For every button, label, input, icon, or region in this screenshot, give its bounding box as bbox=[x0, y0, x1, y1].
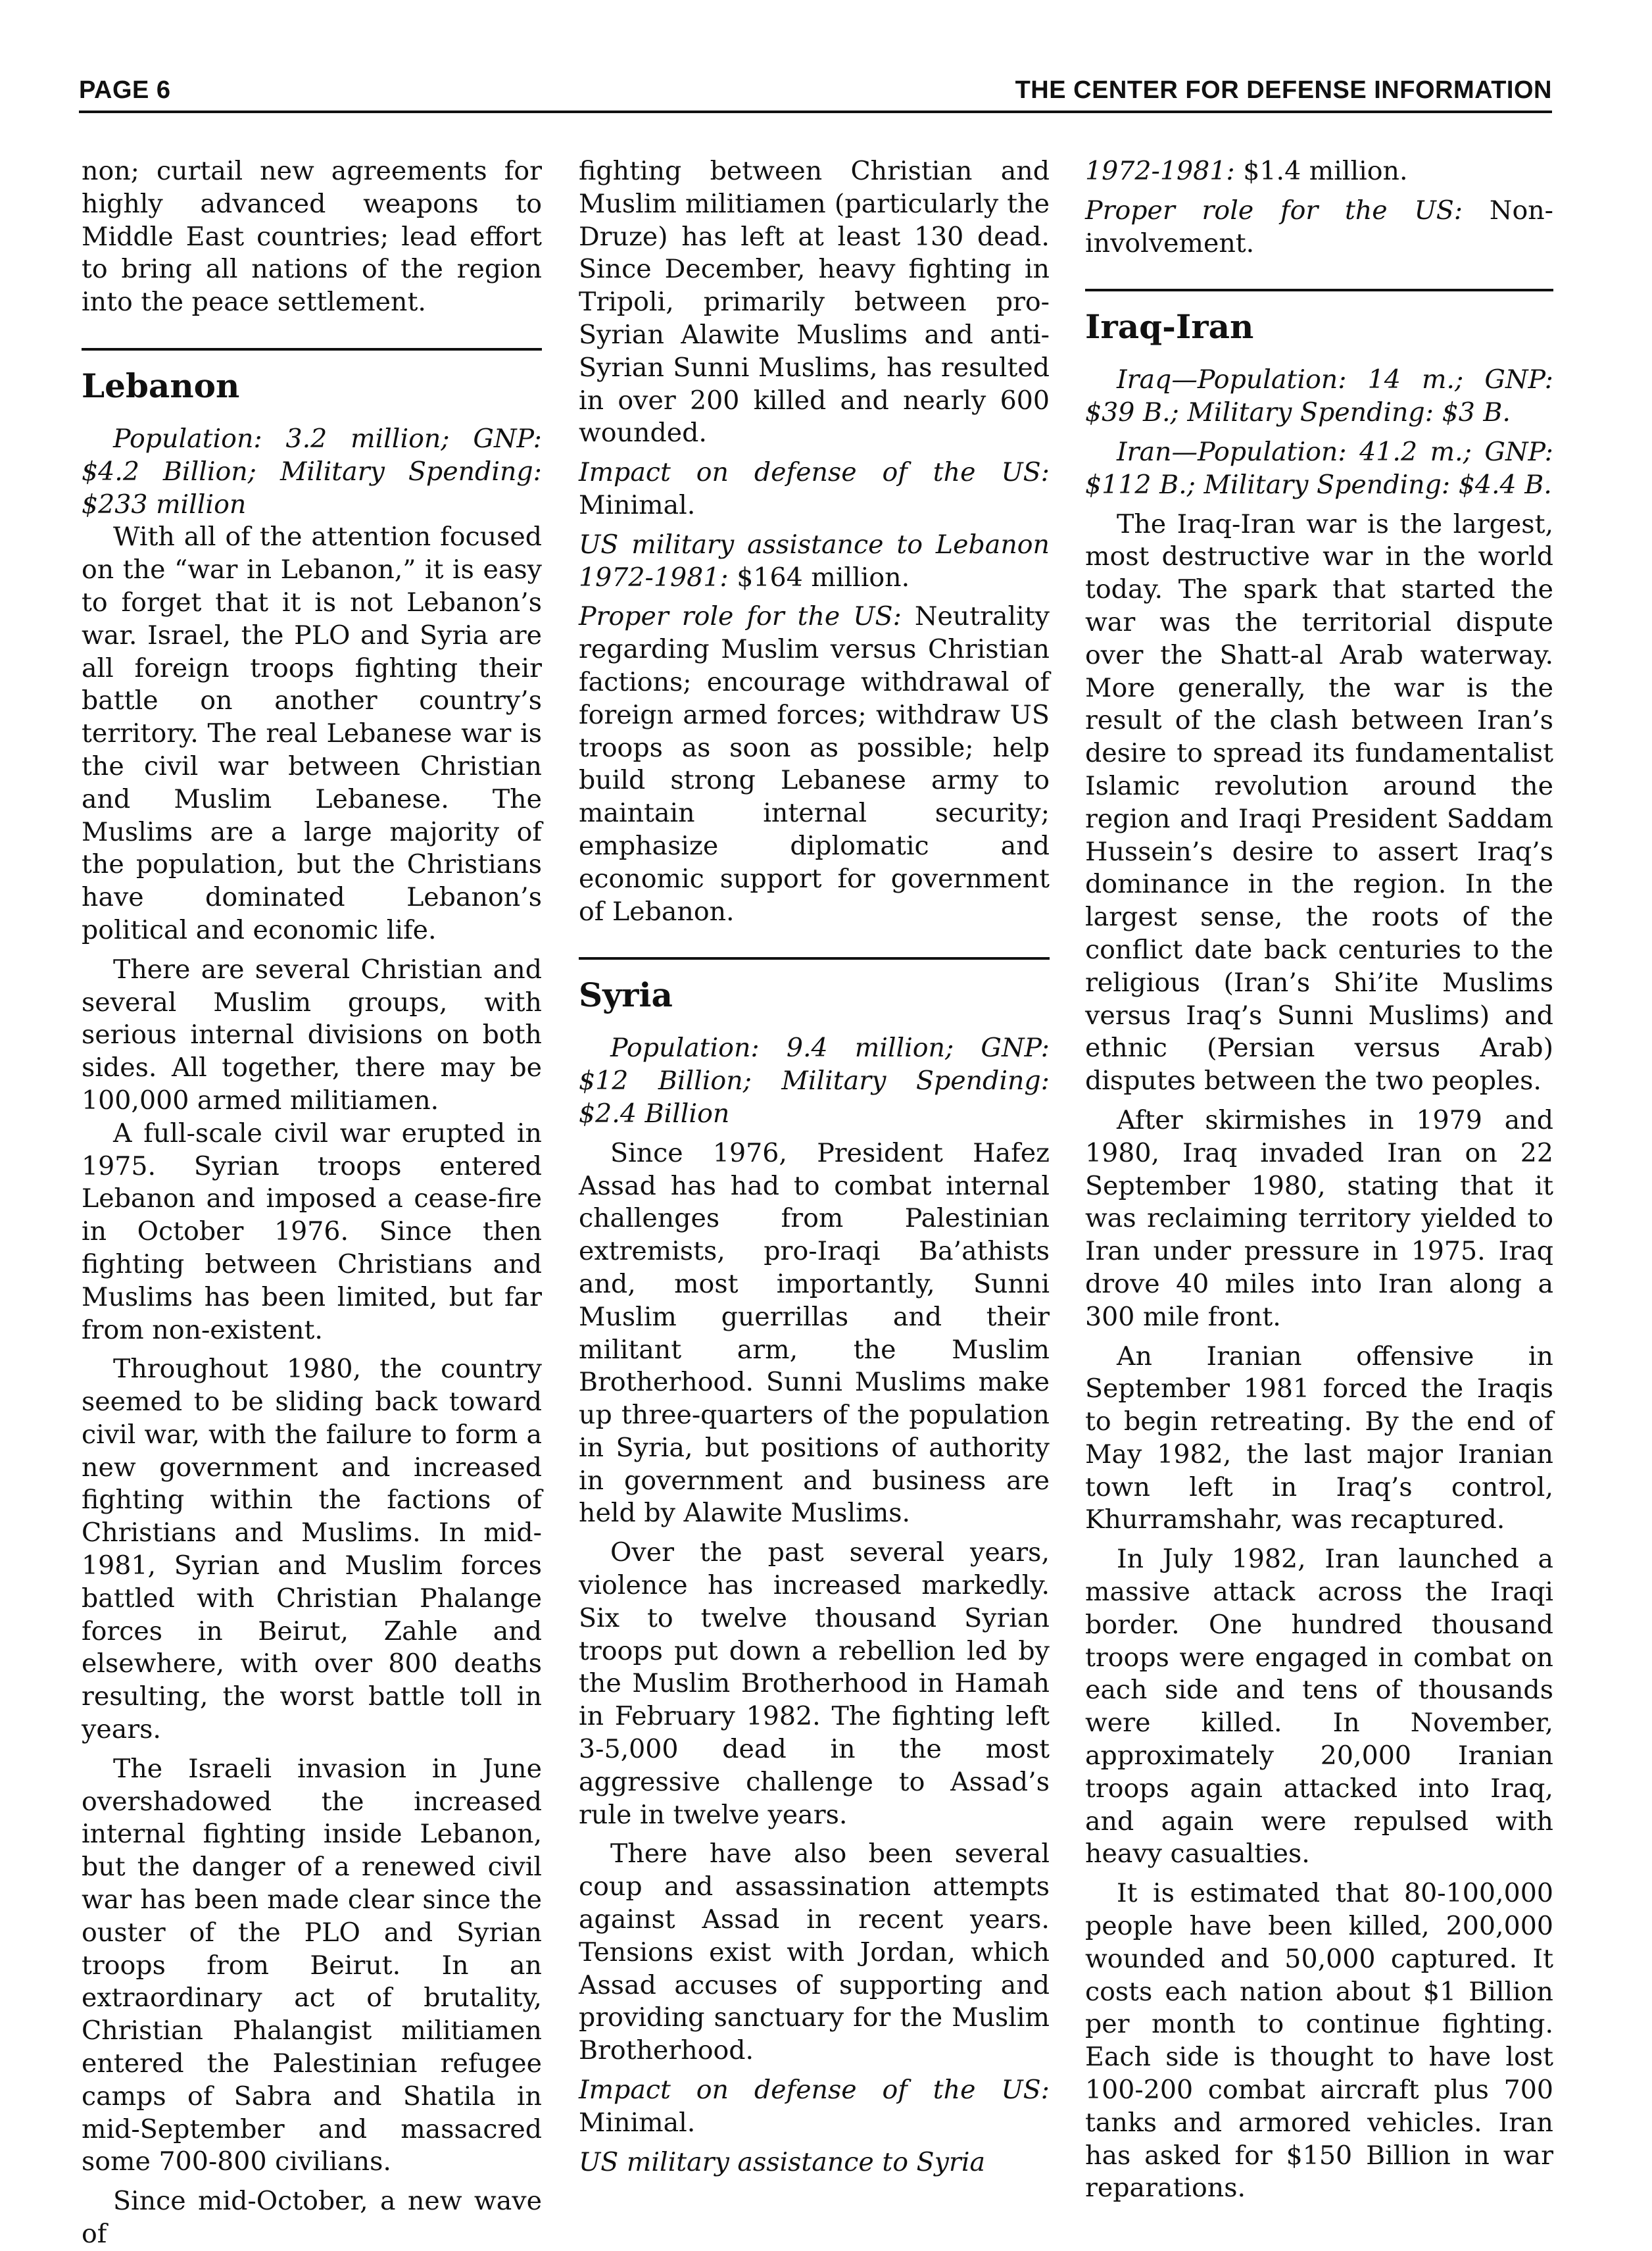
syria-assistance-continued bbox=[1085, 155, 1553, 188]
syria-impact bbox=[579, 2074, 1050, 2140]
assistance-label: US military assistance to Lebanon 1972-1981: bbox=[579, 529, 1050, 593]
iraq-iran-paragraph-5: It is estimated that 80-100,000 people have been killed, 200,000 wounded and 50,000 captured. It costs each nation about $1 Billion per month to continue fighting. Each side is thought to have lost 100-200 combat aircraft plus 700 tanks and armored vehicles. Iran has asked for $150 Billion in war reparations. bbox=[1085, 1878, 1553, 2204]
iran-stats: Iran—Population: 41.2 m.; GNP: $112 B.; Military Spending: $4.4 B. bbox=[1085, 436, 1553, 500]
iraq-iran-paragraph-4: In July 1982, Iran launched a massive attack across the Iraqi border. One hundred thousand troops were engaged in combat on each side and tens of thousands were killed. In November, approximately 20,000 Iranian troops again attacked into Iraq, and again were repulsed with heavy casualties. bbox=[1085, 1544, 1553, 1869]
lebanon-stats: Population: 3.2 million; GNP: $4.2 Billion; Military Spending: $233 million bbox=[82, 423, 542, 520]
role-value: Neutrality regarding Muslim versus Christian factions; encourage withdrawal of foreign armed forces; withdraw US troops as soon as possible; help build strong Lebanese army to maintain internal security; emphasize diplomatic and economic support for government of Lebanon. bbox=[579, 601, 1050, 927]
role-value: Non-involvement. bbox=[1085, 195, 1554, 259]
lebanon-heading: Lebanon bbox=[82, 366, 240, 405]
syria-assistance bbox=[579, 2146, 1050, 2179]
lebanon-continued: fighting between Christian and Muslim militiamen (particularly the Druze) has left at least 130 dead. Since December, heavy fighting in Tripoli, primarily between pro-Syrian Alawite Muslims and anti-Syrian Sunni Muslims, has resulted in over 200 killed and nearly 600 wounded. bbox=[579, 156, 1050, 449]
assistance-label: 1972-1981: bbox=[1085, 156, 1235, 186]
lebanon-paragraph-3: A full-scale civil war erupted in 1975. Syrian troops entered Lebanon and imposed a cease-fire in October 1976. Since then fighting between Christians and Muslims has been limited, but far from non-existent. bbox=[82, 1118, 542, 1345]
assistance-value: $1.4 million. bbox=[1243, 156, 1408, 186]
impact-value: Minimal. bbox=[579, 2107, 696, 2138]
syria-stats: Population: 9.4 million; GNP: $12 Billion; Military Spending: $2.4 Billion bbox=[579, 1033, 1050, 1129]
page-number: PAGE 6 bbox=[79, 76, 171, 104]
iraq-iran-heading: Iraq-Iran bbox=[1085, 307, 1254, 347]
syria-paragraph-3: There have also been several coup and assassination attempts against Assad in recent years. Tensions exist with Jordan, which Assad accuses of supporting and providing sanctuary for the Muslim Brotherhood. bbox=[579, 1839, 1050, 2066]
column-3 bbox=[1085, 155, 1553, 2205]
syria-paragraph-1: Since 1976, President Hafez Assad has had to combat internal challenges from Palestinian extremists, pro-Iraqi Ba’athists and, most importantly, Sunni Muslim guerrillas and their militant arm, the Muslim Brotherhood. Sunni Muslims make up three-quarters of the population in Syria, but positions of authority in government and business are held by Alawite Muslims. bbox=[579, 1137, 1050, 1529]
role-label: Proper role for the US: bbox=[1085, 195, 1463, 226]
lebanon-assistance bbox=[579, 529, 1050, 595]
assistance-value: $164 million. bbox=[737, 562, 910, 593]
lebanon-paragraph-6: Since mid-October, a new wave of bbox=[82, 2186, 542, 2250]
lebanon-role bbox=[579, 601, 1050, 928]
iraq-stats: Iraq—Population: 14 m.; GNP: $39 B.; Military Spending: $3 B. bbox=[1085, 364, 1553, 428]
lebanon-paragraph-4: Throughout 1980, the country seemed to be sliding back toward civil war, with the failure to form a new government and increased fighting within the factions of Christians and Muslims. In mid-1981, Syrian and Muslim forces battled with Christian Phalange forces in Beirut, Zahle and elsewhere, with over 800 deaths resulting, the worst battle toll in years. bbox=[82, 1354, 542, 1745]
column-2 bbox=[579, 155, 1050, 2179]
iraq-iran-paragraph-3: An Iranian offensive in September 1981 forced the Iraqis to begin retreating. By the end of May 1982, the last major Iranian town left in Iraq’s control, Khurramshahr, was recaptured. bbox=[1085, 1341, 1553, 1535]
impact-label: Impact on defense of the US: bbox=[579, 2075, 1050, 2106]
header-rule bbox=[79, 111, 1552, 113]
intro-paragraph: non; curtail new agreements for highly advanced weapons to Middle East countries; lead effort to bring all nations of the region into the peace settlement. bbox=[82, 156, 542, 318]
impact-value: Minimal. bbox=[579, 489, 696, 520]
section-divider bbox=[82, 348, 542, 351]
section-divider bbox=[579, 957, 1050, 960]
lebanon-paragraph-5: The Israeli invasion in June overshadowed the increased internal fighting inside Lebanon, but the danger of a renewed civil war has been made clear since the ouster of the PLO and Syrian troops from Beirut. In an extraordinary act of brutality, Christian Phalangist militiamen entered the Palestinian refugee camps of Sabra and Shatila in mid-September and massacred some 700-800 civilians. bbox=[82, 1753, 542, 2177]
iraq-iran-paragraph-2: After skirmishes in 1979 and 1980, Iraq invaded Iran on 22 September 1980, stating that it was reclaiming territory yielded to Iran under pressure in 1975. Iraq drove 40 miles into Iran along a 300 mile front. bbox=[1085, 1104, 1553, 1332]
syria-role bbox=[1085, 195, 1553, 260]
syria-heading: Syria bbox=[579, 976, 673, 1015]
section-divider bbox=[1085, 289, 1553, 291]
column-1 bbox=[82, 155, 542, 2251]
publisher-name: THE CENTER FOR DEFENSE INFORMATION bbox=[1015, 76, 1552, 104]
impact-label: Impact on defense of the US: bbox=[579, 457, 1050, 488]
assistance-label: US military assistance to Syria bbox=[579, 2146, 985, 2177]
lebanon-paragraph-1: With all of the attention focused on the “war in Lebanon,” it is easy to forget that it is not Lebanon’s war. Israel, the PLO and Syria are all foreign troops fighting their battle on another country’s territory. The real Lebanese war is the civil war between Christian and Muslim Lebanese. The Muslims are a large majority of the population, but the Christians have dominated Lebanon’s political and economic life. bbox=[82, 522, 542, 945]
lebanon-impact bbox=[579, 457, 1050, 522]
iraq-iran-paragraph-1: The Iraq-Iran war is the largest, most destructive war in the world today. The spark that started the war was the territorial dispute over the Shatt-al Arab waterway. More generally, the war is the result of the clash between Iran’s desire to spread its fundamentalist Islamic revolution around the region and Iraqi President Saddam Hussein’s desire to assert Iraq’s dominance in the region. In the largest sense, the roots of the conflict date back centuries to the religious (Iran’s Shi’ite Muslims versus Iraq’s Sunni Muslims) and ethnic (Persian versus Arab) disputes between the two peoples. bbox=[1085, 508, 1553, 1097]
role-label: Proper role for the US: bbox=[579, 601, 902, 632]
lebanon-paragraph-2: There are several Christian and several Muslim groups, with serious internal divisions on both sides. All together, there may be 100,000 armed militiamen. bbox=[82, 954, 542, 1116]
syria-paragraph-2: Over the past several years, violence has increased markedly. Six to twelve thousand Syrian troops put down a rebellion led by the Muslim Brotherhood in Hamah in February 1982. The fighting left 3-5,000 dead in the most aggressive challenge to Assad’s rule in twelve years. bbox=[579, 1537, 1050, 1830]
